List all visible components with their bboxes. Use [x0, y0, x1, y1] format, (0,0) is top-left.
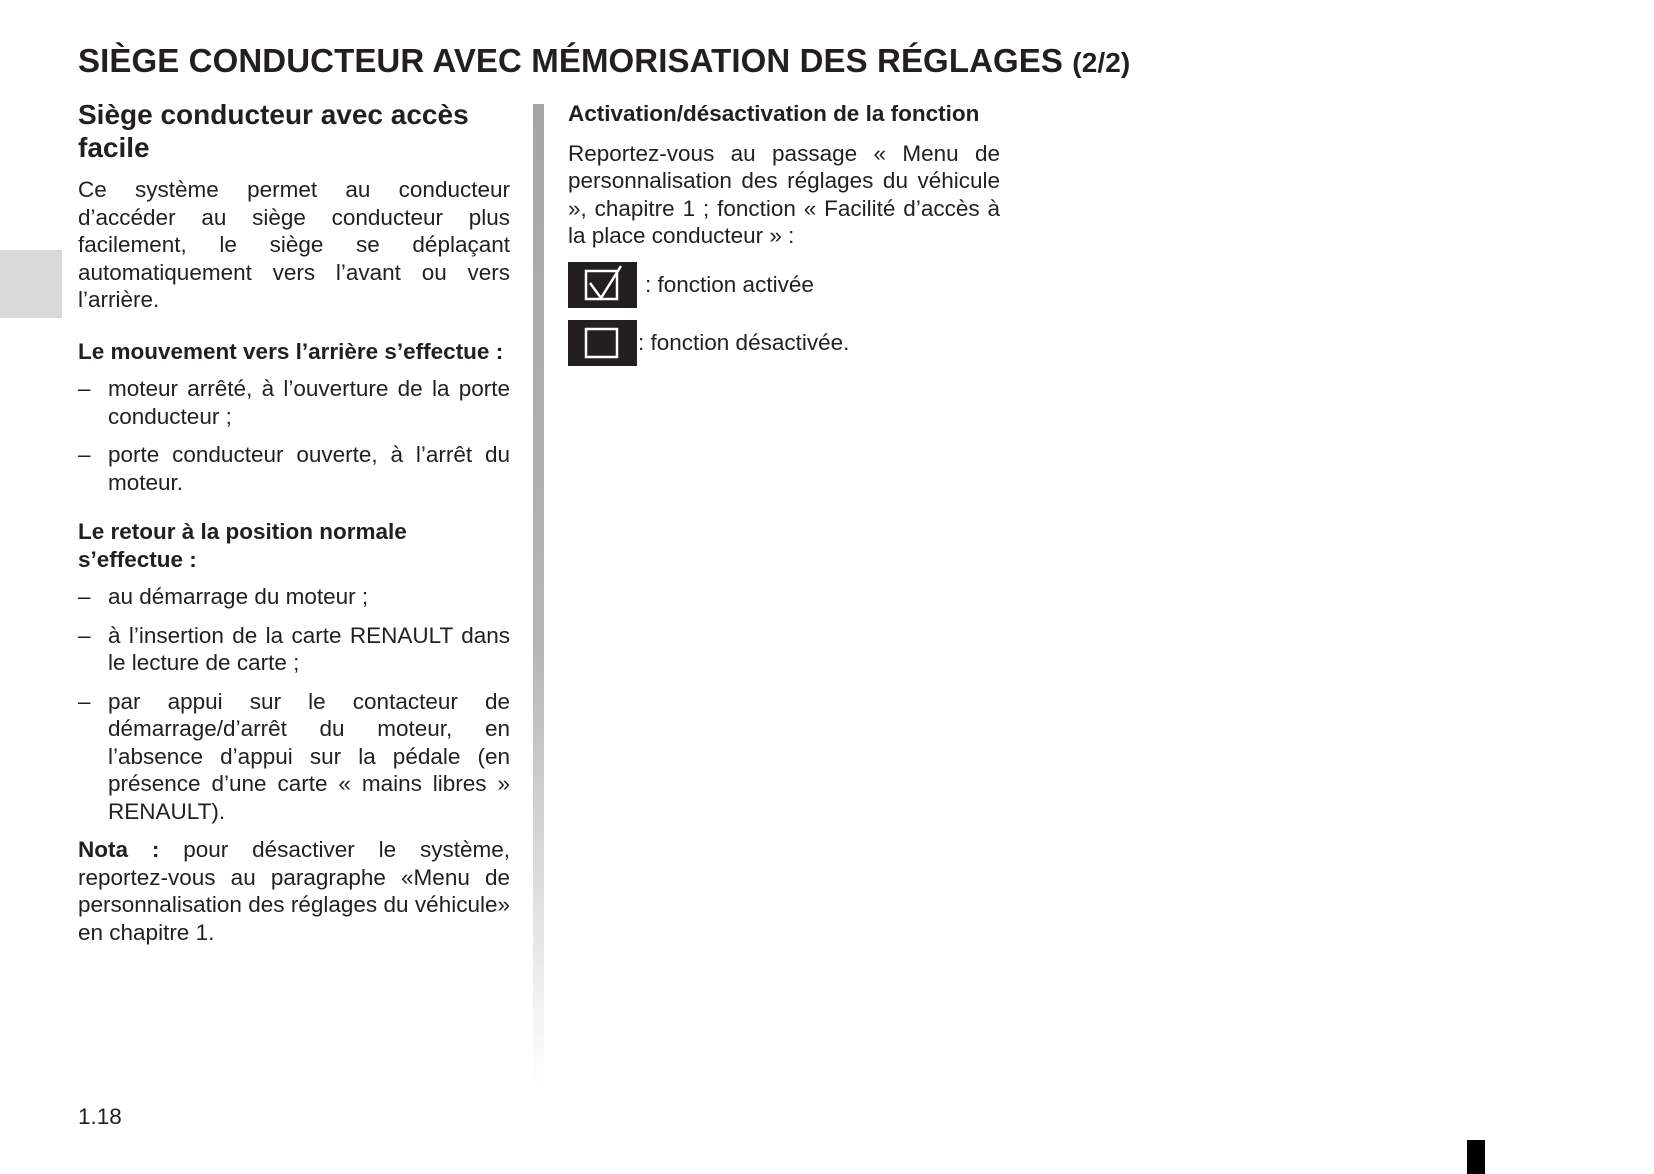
list-item-text: à l’insertion de la carte RENAULT dans le lecture de carte ; [108, 622, 510, 675]
dash-bullet: – [78, 622, 91, 648]
activated-legend [568, 262, 1000, 308]
section-heading-activation: Activation/désactivation de la fonction [568, 101, 980, 126]
section-heading-easy-access: Siège conducteur avec accès facile [78, 99, 469, 163]
dash-bullet: – [78, 584, 91, 609]
subheading-return-position: Le retour à la position normale s’effectue : [78, 519, 407, 572]
list-item [78, 583, 510, 611]
nota-label: Nota : [78, 837, 160, 862]
list-item-text: au démarrage du moteur ; [108, 584, 369, 609]
checked-box-icon [568, 262, 637, 308]
list-item-text: porte conducteur ouverte, à l’arrêt du moteur. [108, 442, 510, 495]
activation-paragraph: Reportez-vous au passage « Menu de personnalisation des réglages du véhicule », chapitre 1 ; fonction « Facilité d’accès à la place conducteur » : [568, 140, 1000, 248]
backward-movement-list [78, 375, 510, 496]
list-item [78, 622, 510, 677]
list-item [78, 375, 510, 430]
page-edge-marker [1467, 1140, 1485, 1174]
page-number: 1.18 [78, 1104, 122, 1129]
dash-bullet: – [78, 376, 91, 401]
empty-box-icon [568, 320, 637, 366]
left-column [78, 98, 510, 946]
page-title [78, 42, 1130, 80]
column-divider [533, 104, 544, 1084]
dash-bullet: – [78, 688, 91, 714]
deactivated-label: : fonction désactivée. [638, 329, 850, 355]
page-title-text: SIÈGE CONDUCTEUR AVEC MÉMORISATION DES RÉGLAGES [78, 42, 1063, 79]
list-item [78, 688, 510, 826]
deactivated-legend [568, 320, 1000, 366]
subheading-backward-movement: Le mouvement vers l’arrière s’effectue : [78, 338, 504, 364]
list-item-text: moteur arrêté, à l’ouverture de la porte conducteur ; [108, 376, 510, 429]
list-item-text: par appui sur le contacteur de démarrage/d’arrêt du moteur, en l’absence d’appui sur la pédale (en présence d’une carte « mains libres » RENAULT). [108, 688, 510, 824]
page-part-indicator: (2/2) [1072, 47, 1131, 78]
list-item [78, 441, 510, 496]
activated-label: : fonction activée [645, 271, 814, 297]
nota-paragraph [78, 836, 510, 946]
dash-bullet: – [78, 442, 91, 467]
intro-paragraph: Ce système permet au conducteur d’accéder au siège conducteur plus facilement, le siège se déplaçant automatiquement vers l’avant ou vers l’arrière. [78, 177, 510, 312]
chapter-tab [0, 250, 62, 318]
return-position-list [78, 583, 510, 825]
right-column [568, 100, 1000, 366]
nota-text: pour désactiver le système, reportez-vous au paragraphe «Menu de personnalisation des réglages du véhicule» en chapitre 1. [78, 837, 510, 945]
